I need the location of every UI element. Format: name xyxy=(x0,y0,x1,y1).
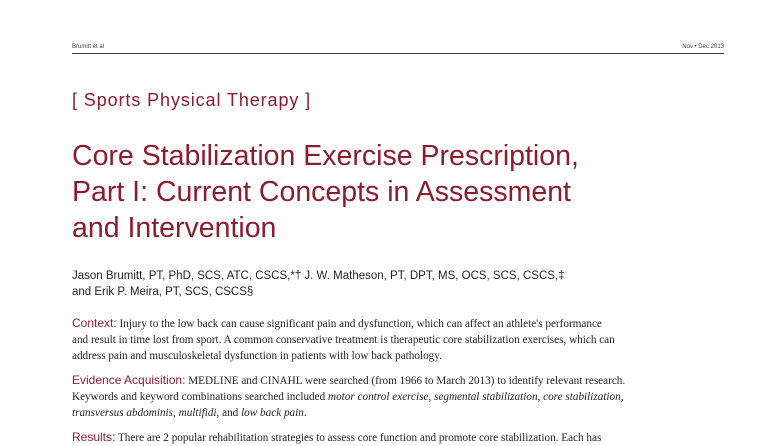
keyword-low-back-pain: low back pain xyxy=(241,407,304,419)
keyword-multifidi: multifidi xyxy=(178,407,217,419)
context-line-2: and result in time lost from sport. A common conservative treatment is therapeutic core stabilization exercises, which can xyxy=(72,334,615,346)
context-text-1: Injury to the low back can cause significant pain and dysfunction, which can affect an athlete's performance xyxy=(119,318,602,330)
keyword-segmental-stabilization: segmental stabilization xyxy=(434,391,538,403)
abstract-evidence-acquisition xyxy=(72,372,722,421)
context-line-1 xyxy=(72,315,722,332)
results-heading: Results: xyxy=(72,430,116,444)
running-head-authors: Brumitt et al xyxy=(72,44,105,50)
keyword-conjunction: , and xyxy=(216,407,242,419)
keyword-terminator: . xyxy=(303,407,307,419)
header-rule xyxy=(72,53,724,54)
keyword-core-stabilization: core stabilization xyxy=(543,391,621,403)
results-text-1: There are 2 popular rehabilitation strategies to assess core function and promote core stabilization. Each has xyxy=(117,432,602,444)
author-line-2: and Erik P. Meira, PT, SCS, CSCS§ xyxy=(72,286,254,298)
running-head-issue-date: Nov • Dec 2013 xyxy=(682,44,724,50)
keyword-separator: , xyxy=(173,407,179,419)
title-line-3: and Intervention xyxy=(72,212,277,244)
article-title xyxy=(72,138,732,246)
keyword-motor-control-exercise: motor control exercise xyxy=(328,391,429,403)
title-line-1: Core Stabilization Exercise Prescription, xyxy=(72,140,579,172)
abstract-results xyxy=(72,429,722,446)
evidence-text-1: MEDLINE and CINAHL were searched (from 1966 to March 2013) to identify relevant research. xyxy=(188,375,626,387)
keyword-separator: , xyxy=(620,391,624,403)
evidence-text-2: Keywords and keyword combinations searched included xyxy=(72,391,328,403)
context-line-3: address pain and musculoskeletal dysfunction in patients with low back pathology. xyxy=(72,350,442,362)
title-line-2: Part I: Current Concepts in Assessment xyxy=(72,176,571,208)
evidence-line-3 xyxy=(72,405,722,421)
results-line-1 xyxy=(72,429,722,446)
keyword-separator: , xyxy=(428,391,435,403)
author-line-1: Jason Brumitt, PT, PhD, SCS, ATC, CSCS,*† J. W. Matheson, PT, DPT, MS, OCS, SCS, CSCS,‡ xyxy=(72,270,565,282)
evidence-line-2 xyxy=(72,389,722,405)
keyword-transversus-abdominis: transversus abdominis xyxy=(72,407,174,419)
author-list xyxy=(72,268,732,300)
abstract-context xyxy=(72,315,722,364)
evidence-heading: Evidence Acquisition: xyxy=(72,373,186,387)
evidence-line-1 xyxy=(72,372,722,389)
context-heading: Context: xyxy=(72,316,117,330)
section-label: [ Sports Physical Therapy ] xyxy=(72,90,312,110)
keyword-separator: , xyxy=(537,391,544,403)
